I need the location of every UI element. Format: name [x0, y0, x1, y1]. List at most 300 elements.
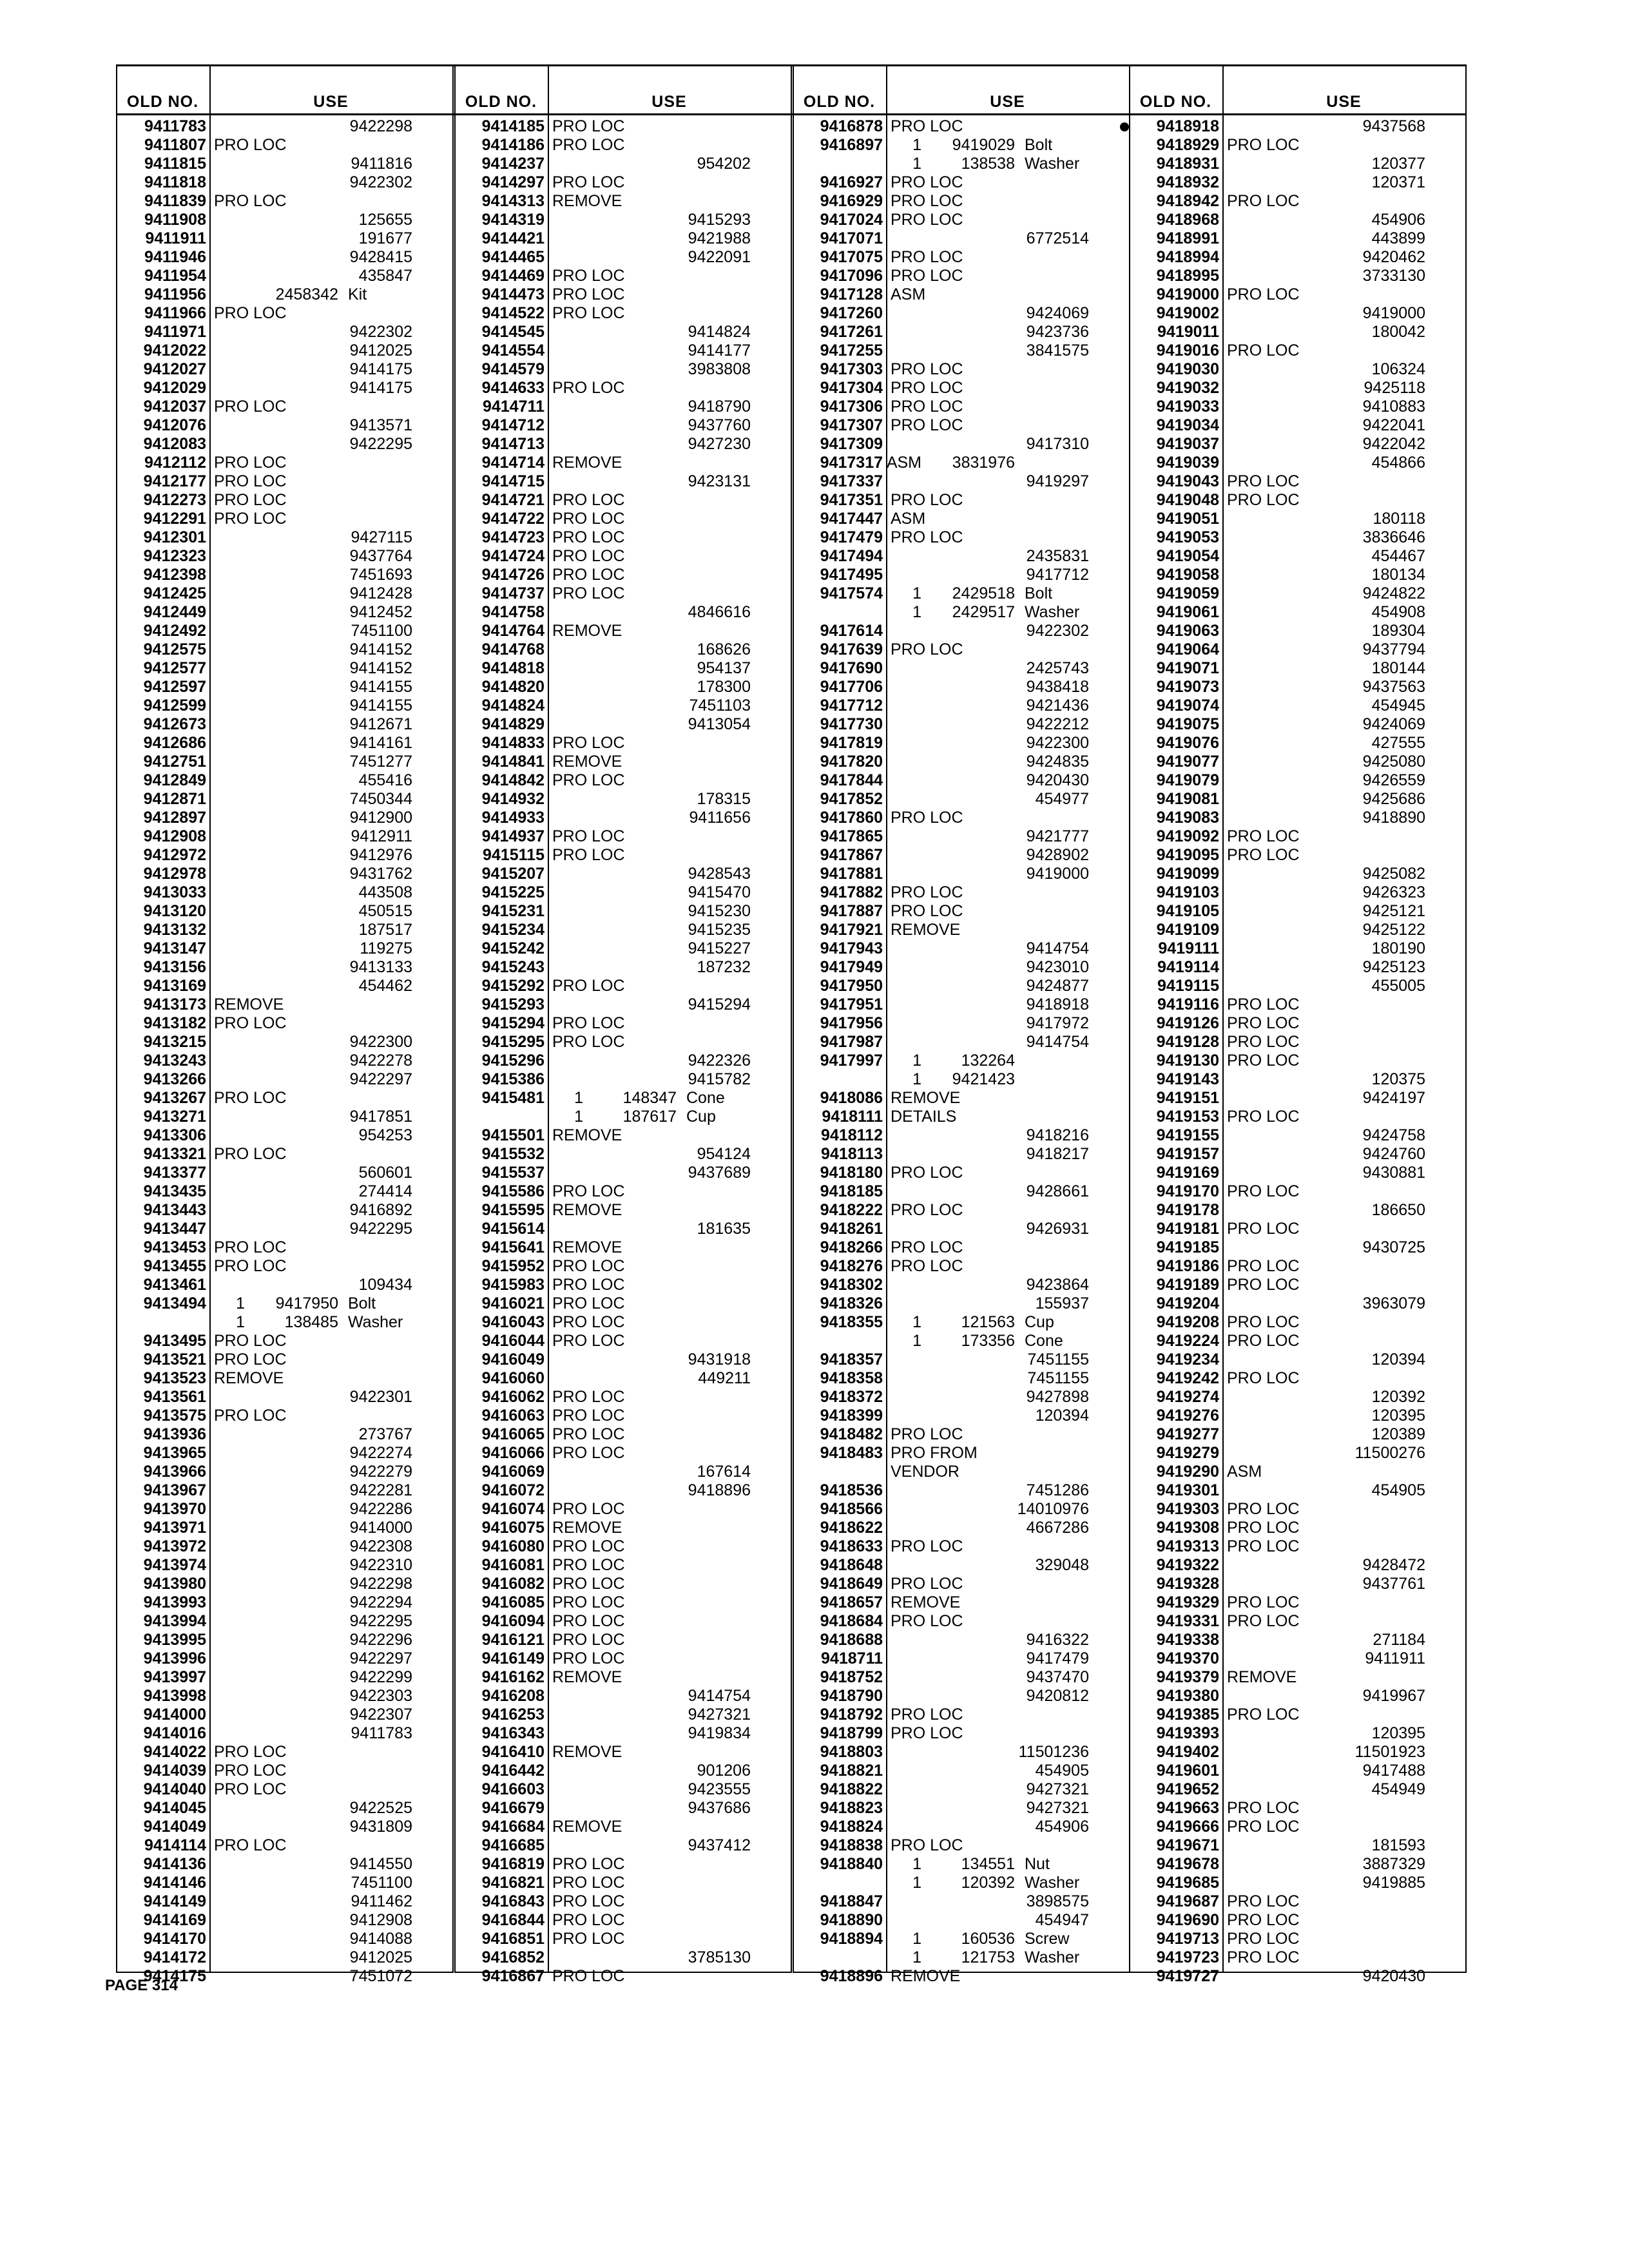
old-number: 9411966	[144, 304, 206, 322]
old-number: 9417819	[820, 734, 883, 752]
old-number: 9414818	[481, 659, 545, 677]
old-number: 9417887	[820, 902, 883, 920]
old-number: 9419274	[1156, 1388, 1219, 1406]
table-row	[1129, 622, 1465, 640]
old-number: 9412871	[143, 790, 206, 808]
old-number: 9417075	[820, 248, 883, 266]
new-part-number: 2429518	[952, 584, 1015, 602]
use-annotation: PRO LOC	[1227, 341, 1300, 360]
old-number: 9414711	[483, 398, 545, 416]
table-row	[1129, 1780, 1465, 1799]
table-row	[1129, 1818, 1465, 1836]
new-part-number: 9437689	[688, 1164, 751, 1182]
old-number: 9413974	[143, 1556, 206, 1574]
old-number: 9414473	[481, 285, 545, 303]
quantity: 1	[912, 1855, 921, 1873]
table-row	[793, 1444, 1129, 1463]
use-annotation: PRO LOC	[1227, 136, 1300, 154]
use-annotation: PRO LOC	[891, 883, 963, 901]
old-number: 9419034	[1156, 416, 1219, 434]
table-row	[454, 883, 791, 902]
new-part-number: 9422042	[1362, 435, 1425, 453]
new-part-number: 3733130	[1362, 267, 1425, 285]
table-row	[454, 1967, 791, 1986]
header-use: USE	[313, 93, 349, 111]
old-number: 9415537	[481, 1164, 545, 1182]
old-number: 9411839	[144, 192, 206, 210]
table-row	[454, 1294, 791, 1313]
new-part-number: 9417479	[1026, 1649, 1089, 1667]
use-annotation: PRO LOC	[891, 398, 963, 416]
table-row	[454, 341, 791, 360]
old-number: 9413980	[143, 1575, 206, 1593]
new-part-number: 9412911	[351, 827, 412, 845]
old-number: 9417261	[820, 323, 883, 341]
old-number: 9419081	[1156, 790, 1219, 808]
quantity: 1	[912, 155, 921, 173]
use-annotation: PRO LOC	[552, 1014, 625, 1032]
new-part-number: 9422299	[349, 1668, 412, 1686]
table-row	[793, 136, 1129, 155]
new-part-number: 454945	[1371, 697, 1425, 715]
old-number: 9419054	[1156, 547, 1219, 565]
old-number: 9418942	[1156, 192, 1219, 210]
old-number: 9412027	[143, 360, 206, 378]
table-row	[1129, 1388, 1465, 1407]
table-row	[454, 398, 791, 416]
table-row	[116, 510, 452, 528]
new-part-number: 454905	[1035, 1762, 1089, 1780]
old-number: 9419143	[1156, 1070, 1219, 1088]
old-number: 9413447	[143, 1220, 206, 1238]
table-row	[793, 827, 1129, 846]
quantity: 1	[236, 1294, 245, 1312]
table-row	[1129, 1369, 1465, 1388]
old-number: 9411807	[144, 136, 206, 154]
new-part-number: 9414152	[349, 659, 412, 677]
new-part-number: 454866	[1371, 454, 1425, 472]
table-row	[116, 1930, 452, 1948]
old-number: 9413998	[143, 1687, 206, 1705]
old-number: 9412978	[143, 865, 206, 883]
table-row	[116, 1836, 452, 1855]
use-annotation: PRO LOC	[891, 528, 963, 546]
table-row	[793, 192, 1129, 211]
old-number: 9417306	[820, 398, 883, 416]
new-part-number: 2435831	[1026, 547, 1089, 565]
new-part-number: 9423736	[1026, 323, 1089, 341]
new-part-number: 9422295	[349, 1220, 412, 1238]
use-annotation: PRO LOC	[1227, 491, 1300, 509]
table-row	[116, 1500, 452, 1519]
new-part-number: 9416892	[349, 1201, 412, 1219]
new-part-number: 9422297	[349, 1070, 412, 1088]
old-number: 9419079	[1156, 771, 1219, 789]
old-number: 9417882	[820, 883, 883, 901]
table-row	[1129, 939, 1465, 958]
old-number: 9414049	[143, 1818, 206, 1836]
use-annotation: PRO LOC	[214, 1743, 287, 1761]
table-row	[793, 1070, 1129, 1089]
old-number: 9418929	[1156, 136, 1219, 154]
old-number: 9415386	[481, 1070, 545, 1088]
table-row	[793, 1668, 1129, 1687]
use-annotation: PRO LOC	[1227, 1519, 1300, 1537]
use-annotation: PRO LOC	[552, 1294, 625, 1312]
table-row	[116, 1818, 452, 1836]
old-number: 9414022	[143, 1743, 206, 1761]
old-number: 9414579	[481, 360, 545, 378]
table-row	[116, 603, 452, 622]
new-part-number: 9422301	[349, 1388, 412, 1406]
old-number: 9411956	[144, 285, 206, 303]
old-number: 9416094	[481, 1612, 545, 1630]
table-row	[116, 1126, 452, 1145]
table-row	[1129, 1649, 1465, 1668]
table-row	[454, 1556, 791, 1575]
old-number: 9418112	[821, 1126, 883, 1144]
use-annotation: PRO LOC	[1227, 1014, 1300, 1032]
table-row	[793, 528, 1129, 547]
bottom-rule	[793, 1972, 1129, 1973]
table-row	[1129, 1724, 1465, 1743]
use-annotation: PRO LOC	[891, 173, 963, 191]
table-row	[1129, 1500, 1465, 1519]
old-number: 9418276	[820, 1257, 883, 1275]
table-row	[793, 622, 1129, 640]
use-annotation: PRO LOC	[1227, 1799, 1300, 1817]
use-annotation: PRO LOC	[552, 771, 625, 789]
old-number: 9416410	[481, 1743, 545, 1761]
old-number: 9411911	[145, 229, 206, 247]
old-number: 9419073	[1156, 678, 1219, 696]
table-row	[454, 659, 791, 678]
table-row	[454, 1089, 791, 1108]
old-number: 9417690	[820, 659, 883, 677]
use-annotation: PRO LOC	[552, 1500, 625, 1518]
old-number: 9417712	[820, 697, 883, 715]
table-row	[1129, 697, 1465, 715]
use-annotation: PRO LOC	[891, 360, 963, 378]
table-row	[793, 958, 1129, 977]
new-part-number: 9420462	[1362, 248, 1425, 266]
old-number: 9416442	[481, 1762, 545, 1780]
old-number: 9414714	[481, 454, 545, 472]
table-row	[116, 1855, 452, 1874]
old-number: 9413215	[143, 1033, 206, 1051]
old-number: 9412301	[143, 528, 206, 546]
use-annotation: PRO LOC	[1227, 472, 1300, 490]
old-number: 9419338	[1156, 1631, 1219, 1649]
old-number: 9419058	[1156, 566, 1219, 584]
table-row	[793, 566, 1129, 584]
table-row	[116, 1089, 452, 1108]
table-row	[116, 1593, 452, 1612]
header-use: USE	[990, 93, 1025, 111]
old-number: 9419155	[1156, 1126, 1219, 1144]
old-number: 9414768	[481, 640, 545, 658]
old-number: 9413966	[143, 1463, 206, 1481]
table-row	[1129, 603, 1465, 622]
new-part-number: 454908	[1371, 603, 1425, 621]
new-part-number: 9412025	[349, 341, 412, 360]
old-number: 9417921	[820, 921, 883, 939]
new-part-number: 120395	[1371, 1407, 1425, 1425]
old-number: 9412029	[143, 379, 206, 397]
new-part-number: 9425082	[1362, 865, 1425, 883]
table-row	[793, 117, 1129, 136]
new-part-number: 9415294	[688, 995, 751, 1014]
use-annotation: REMOVE	[552, 1201, 622, 1219]
use-annotation: PRO LOC	[214, 454, 287, 472]
old-number: 9414833	[481, 734, 545, 752]
old-number: 9418180	[820, 1164, 883, 1182]
use-annotation: PRO LOC	[214, 472, 287, 490]
use-annotation: PRO LOC	[552, 1930, 625, 1948]
use-annotation: PRO LOC	[552, 566, 625, 584]
table-row	[793, 865, 1129, 883]
table-row	[116, 1388, 452, 1407]
table-row	[454, 1350, 791, 1369]
table-row	[116, 1706, 452, 1724]
old-number: 9418821	[820, 1762, 883, 1780]
old-number: 9416867	[481, 1967, 545, 1985]
use-annotation: PRO LOC	[1227, 846, 1300, 864]
table-row	[116, 622, 452, 640]
new-part-number: 9419000	[1026, 865, 1089, 883]
use-annotation: PRO LOC	[891, 809, 963, 827]
old-number: 9412575	[143, 640, 206, 658]
table-row	[1129, 640, 1465, 659]
table-row	[1129, 1033, 1465, 1052]
new-part-number: 3887329	[1362, 1855, 1425, 1873]
use-annotation: PRO LOC	[552, 1874, 625, 1892]
old-number: 9418896	[820, 1967, 883, 1985]
table-row	[454, 1145, 791, 1164]
table-row	[116, 1612, 452, 1631]
new-part-number: 9418216	[1026, 1126, 1089, 1144]
old-number: 9419011	[1157, 323, 1219, 341]
new-part-number: 954137	[697, 659, 751, 677]
new-part-number: 9437794	[1362, 640, 1425, 658]
old-number: 9419666	[1156, 1818, 1219, 1836]
table-row	[116, 1724, 452, 1743]
old-number: 9419685	[1156, 1874, 1219, 1892]
old-number: 9416149	[481, 1649, 545, 1667]
use-annotation: PRO LOC	[552, 1575, 625, 1593]
use-annotation: PRO LOC	[214, 304, 287, 322]
table-row	[116, 1911, 452, 1930]
new-part-number: 9422279	[349, 1463, 412, 1481]
table-row	[793, 323, 1129, 341]
new-part-number: 454977	[1035, 790, 1089, 808]
old-number: 9418840	[820, 1855, 883, 1873]
quantity: 1	[236, 1313, 245, 1331]
new-part-number: 9425118	[1364, 379, 1425, 397]
old-number: 9418222	[820, 1201, 883, 1219]
new-part-number: 9422300	[349, 1033, 412, 1051]
table-row	[116, 921, 452, 939]
new-part-number: 9422212	[1026, 715, 1089, 733]
old-number: 9414045	[143, 1799, 206, 1817]
table-row	[1129, 1519, 1465, 1537]
table-row	[454, 1631, 791, 1649]
table-row	[116, 454, 452, 472]
table-row	[1129, 995, 1465, 1014]
table-row	[1129, 883, 1465, 902]
new-part-number: 9425080	[1362, 753, 1425, 771]
old-number: 9419303	[1156, 1500, 1219, 1518]
old-number: 9412673	[143, 715, 206, 733]
new-part-number: 109434	[358, 1276, 412, 1294]
table-row	[116, 491, 452, 510]
table-row	[116, 1780, 452, 1799]
use-annotation: PRO LOC	[214, 1836, 287, 1854]
table-row	[1129, 341, 1465, 360]
old-number: 9416878	[820, 117, 883, 135]
new-part-number: 9422297	[349, 1649, 412, 1667]
table-row	[1129, 1537, 1465, 1556]
use-annotation: REMOVE	[552, 1238, 622, 1256]
use-annotation: PRO FROM	[891, 1444, 978, 1462]
use-annotation: PRO LOC	[552, 1388, 625, 1406]
old-number: 9414726	[481, 566, 545, 584]
new-part-number: 9437568	[1362, 117, 1425, 135]
old-number: 9415242	[481, 939, 545, 957]
old-number: 9419071	[1156, 659, 1219, 677]
new-part-number: 180144	[1371, 659, 1425, 677]
table-row	[793, 603, 1129, 622]
use-annotation: PRO LOC	[552, 1649, 625, 1667]
old-number: 9418648	[820, 1556, 883, 1574]
old-number: 9418918	[1156, 117, 1219, 135]
table-row	[1129, 491, 1465, 510]
table-row	[116, 211, 452, 229]
table-row	[116, 958, 452, 977]
new-part-number: 9426323	[1362, 883, 1425, 901]
table-row	[454, 1238, 791, 1257]
table-row	[454, 715, 791, 734]
table-row	[793, 771, 1129, 790]
old-number: 9419204	[1156, 1294, 1219, 1312]
new-part-number: 9422295	[349, 1612, 412, 1630]
table-row	[793, 1836, 1129, 1855]
use-annotation: PRO LOC	[1227, 1892, 1300, 1910]
new-part-number: 120377	[1371, 155, 1425, 173]
new-part-number: 181635	[697, 1220, 751, 1238]
old-number: 9419115	[1157, 977, 1219, 995]
table-row	[1129, 304, 1465, 323]
use-annotation: PRO LOC	[552, 1257, 625, 1275]
old-number: 9413321	[143, 1145, 206, 1163]
use-annotation: PRO LOC	[891, 1724, 963, 1742]
old-number: 9419153	[1156, 1108, 1219, 1126]
table-row	[116, 136, 452, 155]
new-part-number: 168626	[697, 640, 751, 658]
table-row	[454, 1182, 791, 1201]
use-annotation: PRO LOC	[552, 734, 625, 752]
new-part-number: 9417851	[349, 1108, 412, 1126]
table-row	[1129, 285, 1465, 304]
use-annotation: PRO LOC	[1227, 1257, 1300, 1275]
table-row	[116, 809, 452, 827]
quantity: 1	[912, 1313, 921, 1331]
new-part-number: 3841575	[1026, 341, 1089, 360]
table-row	[116, 1556, 452, 1575]
column-rule	[452, 64, 454, 1973]
table-row	[793, 155, 1129, 173]
table-row	[793, 1649, 1129, 1668]
old-number: 9418657	[820, 1593, 883, 1611]
table-row	[1129, 1201, 1465, 1220]
table-row	[793, 1276, 1129, 1294]
table-row	[454, 136, 791, 155]
table-row	[116, 1649, 452, 1668]
table-row	[454, 491, 791, 510]
old-number: 9419002	[1156, 304, 1219, 322]
new-part-number: 7451155	[1027, 1350, 1089, 1369]
old-number: 9411946	[144, 248, 206, 266]
old-number: 9419037	[1156, 435, 1219, 453]
old-number: 9414172	[143, 1948, 206, 1966]
table-row	[454, 697, 791, 715]
new-part-number: 450515	[358, 902, 412, 920]
table-row	[116, 883, 452, 902]
old-number: 9416927	[820, 173, 883, 191]
old-number: 9415595	[481, 1201, 545, 1219]
table-row	[1129, 1874, 1465, 1892]
new-part-number: 9414161	[349, 734, 412, 752]
table-row	[793, 1220, 1129, 1238]
old-number: 9416851	[481, 1930, 545, 1948]
table-row	[116, 379, 452, 398]
table-row	[793, 1706, 1129, 1724]
old-number: 9419671	[1156, 1836, 1219, 1854]
table-row	[1129, 566, 1465, 584]
old-number: 9414169	[143, 1911, 206, 1929]
old-number: 9414114	[144, 1836, 206, 1854]
table-row	[116, 753, 452, 771]
table-row	[793, 1369, 1129, 1388]
old-number: 9419277	[1156, 1425, 1219, 1443]
table-row	[793, 267, 1129, 285]
old-number: 9413521	[143, 1350, 206, 1369]
table-row	[116, 977, 452, 995]
old-number: 9413936	[143, 1425, 206, 1443]
table-row	[454, 435, 791, 454]
use-annotation: PRO LOC	[1227, 192, 1300, 210]
table-row	[793, 1724, 1129, 1743]
use-annotation: PRO LOC	[552, 1182, 625, 1200]
new-part-number: 7451693	[349, 566, 412, 584]
new-part-number: 7451277	[349, 753, 412, 771]
new-part-number: 9411656	[689, 809, 751, 827]
table-row	[116, 939, 452, 958]
use-annotation: PRO LOC	[1227, 1500, 1300, 1518]
table-row	[116, 192, 452, 211]
table-row	[1129, 1743, 1465, 1762]
new-part-number: 9428472	[1362, 1556, 1425, 1574]
table-row	[793, 1164, 1129, 1182]
new-part-number: 9431918	[688, 1350, 751, 1369]
old-number: 9416065	[481, 1425, 545, 1443]
table-row	[793, 341, 1129, 360]
quantity: 1	[912, 1874, 921, 1892]
table-row	[454, 678, 791, 697]
old-number: 9419393	[1156, 1724, 1219, 1742]
new-part-number: 9422281	[349, 1481, 412, 1499]
old-number: 9414758	[481, 603, 545, 621]
